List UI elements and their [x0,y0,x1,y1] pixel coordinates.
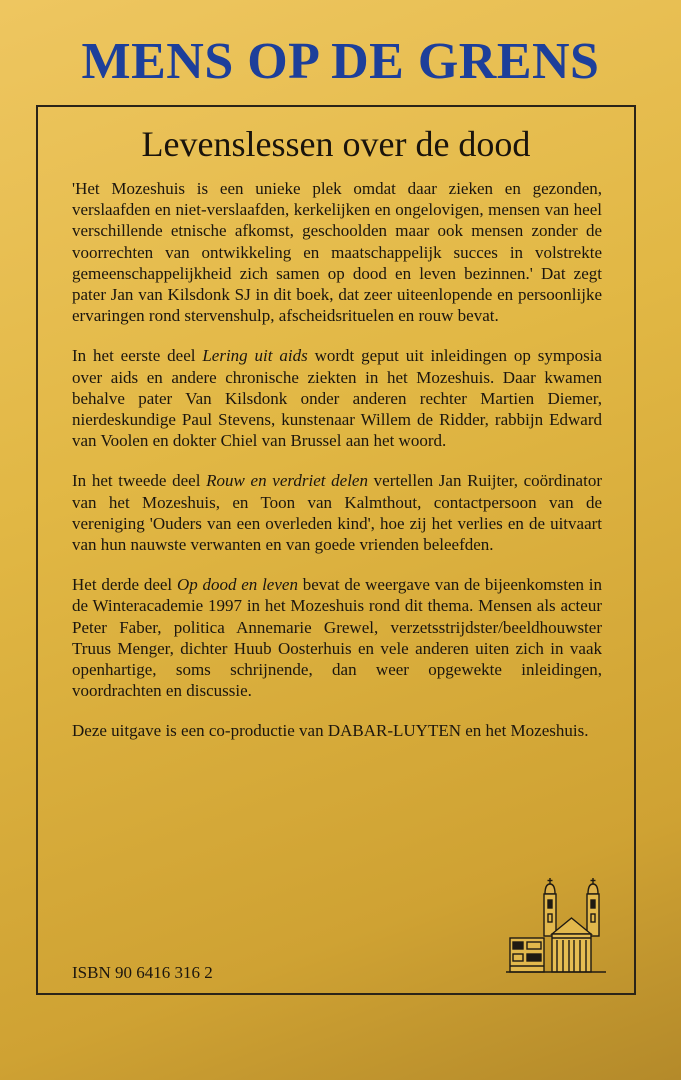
blurb-paragraph-2 [72,345,602,451]
book-title: MENS OP DE GRENS [81,33,600,90]
p3-text-after: vertellen Jan Ruijter, coördinator van het Mozeshuis, en Toon van Kalmthout, contactpersoon van de vereniging 'Ouders van een overleden kind', hoe zij het verlies en de uitvaart van hun nauwste verwanten en van goede vrienden beleefden. [72,471,602,555]
blurb-paragraph-4 [72,574,602,701]
p3-part-title: Rouw en verdriet delen [206,471,368,491]
p3-text-before: In het tweede deel [72,471,207,491]
blurb-text [72,178,602,761]
p4-text-before: Het derde deel [72,575,177,595]
blurb-paragraph-1: 'Het Mozeshuis is een unieke plek omdat daar zieken en gezonden, verslaafden en niet-verslaafden, kerkelijken en ongelovigen, mensen van heel verschillende etnische afkomst, geschoolden maar ook mensen zonder de voorrechten van ontwikkeling en maatschappelijk succes in volstrekte gemeenschappelijkheid zich samen op dood en leven bezinnen.' Dat zegt pater Jan van Kilsdonk SJ in dit boek, dat zeer uiteenlopende en persoonlijke ervaringen rond stervenshulp, afscheidsrituelen en rouw bevat. [72,179,602,326]
p4-text-after: bevat de weergave van de bijeenkomsten in de Winteracademie 1997 in het Mozeshuis rond dit thema. Mensen als acteur Peter Faber, politica Annemarie Grewel, verzetsstrijdster/beeldhouwster Truus Menger, dichter Huub Oosterhuis en vele anderen uiten zich in vaak openhartige, soms schrijnende, dan weer opgewekte inleidingen, voordrachten en discussie. [72,575,602,701]
p2-text-before: In het eerste deel [72,346,203,366]
p2-text-after: wordt geput uit inleidingen op symposia over aids en andere chronische ziekten in het Mozeshuis. Daar kwamen behalve pater Van Kilsdonk onder anderen rechter Martien Diemer, nierdeskundige Paul Stevens, kunstenaar Willem de Ridder, rabbijn Edward van Voolen en dokter Chiel van Brussel aan het woord. [72,346,602,451]
p4-part-title: Op dood en leven [176,575,298,595]
p2-part-title: Lering uit aids [202,346,308,366]
blurb-paragraph-3 [72,470,602,555]
isbn-number: ISBN 90 6416 316 2 [72,963,213,982]
book-subtitle: Levenslessen over de dood [141,124,531,164]
blurb-paragraph-5: Deze uitgave is een co-productie van DABAR-LUYTEN en het Mozeshuis. [72,721,589,741]
church-building-icon [506,876,606,976]
